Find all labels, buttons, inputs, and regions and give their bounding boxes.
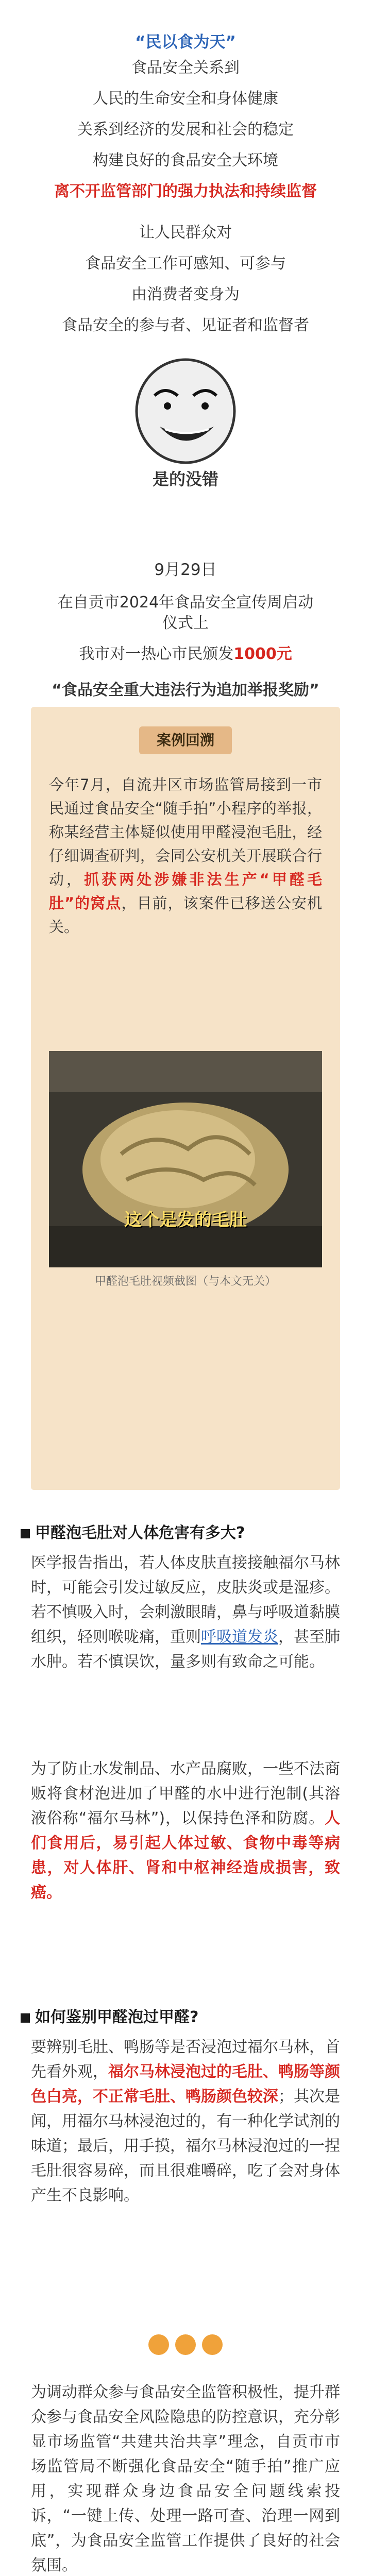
- section-hazard-title: 甲醛泡毛肚对人体危害有多大?: [35, 1524, 245, 1542]
- identify-p-red: 福尔马林浸泡过的毛肚、鸭肠等颜色白亮，不正常毛肚、鸭肠颜色较深: [31, 2063, 340, 2106]
- section-bullet-icon: [21, 1529, 30, 1538]
- hazard-p1-b: ，甚至肺水肿。若不慎误饮，量多则有致命之可能。: [31, 1628, 340, 1671]
- event-line-1: 在自贡市2024年食品安全宣传周启动: [57, 594, 314, 612]
- case-photo-caption: 甲醛泡毛肚视频截图（与本文无关）: [94, 1275, 276, 1288]
- intro-line-6: 让人民群众对: [139, 224, 232, 242]
- case-text-b: ，目前，该案件已移送公安机关。: [49, 894, 322, 936]
- intro-line-9: 食品安全的参与者、见证者和监督者: [62, 316, 309, 334]
- emoji-face-icon: [202, 2334, 223, 2355]
- photo-overlay-text: 这个是发的毛肚: [124, 1210, 247, 1230]
- intro-line-8: 由消费者变身为: [131, 285, 240, 303]
- intro-line-5-highlight: 离不开监管部门的强力执法和持续监督: [54, 182, 317, 200]
- hazard-paragraph-1: [31, 1551, 340, 1674]
- event-title: “食品安全重大违法行为追加举报奖励”: [52, 681, 319, 699]
- emoji-face-icon: [175, 2334, 196, 2355]
- meme-face-image: [129, 354, 242, 468]
- section-identify-title: 如何鉴别甲醛泡过甲醛?: [35, 2008, 199, 2026]
- intro-line-7: 食品安全工作可感知、可参与: [85, 255, 286, 273]
- case-photo: [49, 1051, 322, 1267]
- event-date: 9月29日: [154, 561, 217, 579]
- emoji-divider: [0, 2334, 371, 2355]
- case-tab-label: 案例回溯: [139, 726, 232, 754]
- case-text-highlight: 抓获两处涉嫌非法生产“甲醛毛肚”的窝点: [49, 871, 322, 912]
- identify-paragraph: [31, 2035, 340, 2208]
- section-bullet-icon: [21, 2013, 30, 2023]
- section-identify-heading: [21, 2004, 350, 2027]
- header-quote: “民以食为天”: [135, 33, 236, 52]
- identify-p-a: 要辨别毛肚、鸭肠等是否浸泡过福尔马林，首先看外观，: [31, 2038, 340, 2081]
- event-line-2: 仪式上: [162, 614, 209, 632]
- hazard-p1-link[interactable]: 呼吸道发炎: [201, 1628, 278, 1646]
- intro-line-4: 构建良好的食品安全大环境: [93, 151, 278, 170]
- case-text: [49, 773, 322, 939]
- hazard-p2-red: 人们食用后，易引起人体过敏、食物中毒等病患，对人体肝、肾和中枢神经造成损害，致癌。: [31, 1809, 340, 1902]
- policy-paragraph-1: 为调动群众参与食品安全监管积极性，提升群众参与食品安全风险隐患的防控意识，充分彰显市场监管“共建共治共享”理念，自贡市市场监管局不断强化食品安全“随手拍”推广应用，实现群众身边食品安全问题线索投诉，“一键上传、处理一路可查、治理一网到底”，为食品安全监管工作提供了良好的社会氛围。: [31, 2383, 340, 2574]
- emoji-face-icon: [148, 2334, 169, 2355]
- meme-caption: 是的没错: [152, 469, 218, 489]
- event-reward-prefix: 我市对一热心市民颁发: [79, 645, 234, 663]
- hazard-p2-a: 为了防止水发制品、水产品腐败，一些不法商贩将食材泡进加了甲醛的水中进行泡制(其溶液俗称“福尔马林”)，以保持色泽和防腐。: [31, 1760, 340, 1827]
- hazard-p1-a: 医学报告指出，若人体皮肤直接接触福尔马林时，可能会引发过敏反应，皮肤炎或是湿疹。若不慎吸入时，会刺激眼睛，鼻与呼吸道黏膜组织，轻则喉咙痛，重则: [31, 1554, 340, 1646]
- event-reward-amount: 1000元: [233, 645, 292, 663]
- tripe-photo-illustration: [49, 1051, 322, 1267]
- intro-line-3: 关系到经济的发展和社会的稳定: [77, 121, 294, 139]
- section-hazard-heading: [21, 1520, 350, 1543]
- intro-line-2: 人民的生命安全和身体健康: [93, 90, 278, 108]
- hazard-paragraph-2: [31, 1757, 340, 1905]
- intro-line-1: 食品安全关系到: [131, 59, 240, 77]
- case-text-a: 今年7月，自流井区市场监管局接到一市民通过食品安全“随手拍”小程序的举报，称某经营主体疑似使用甲醛浸泡毛肚，经仔细调查研判，会同公安机关开展联合行动，: [49, 776, 322, 888]
- event-reward-line: [0, 644, 371, 665]
- identify-p-b: ；其次是闻，用福尔马林浸泡过的，有一种化学试剂的味道；最后，用手摸，福尔马林浸泡过的一捏毛肚很容易碎，而且很难嚼碎，吃了会对身体产生不良影响。: [31, 2088, 340, 2205]
